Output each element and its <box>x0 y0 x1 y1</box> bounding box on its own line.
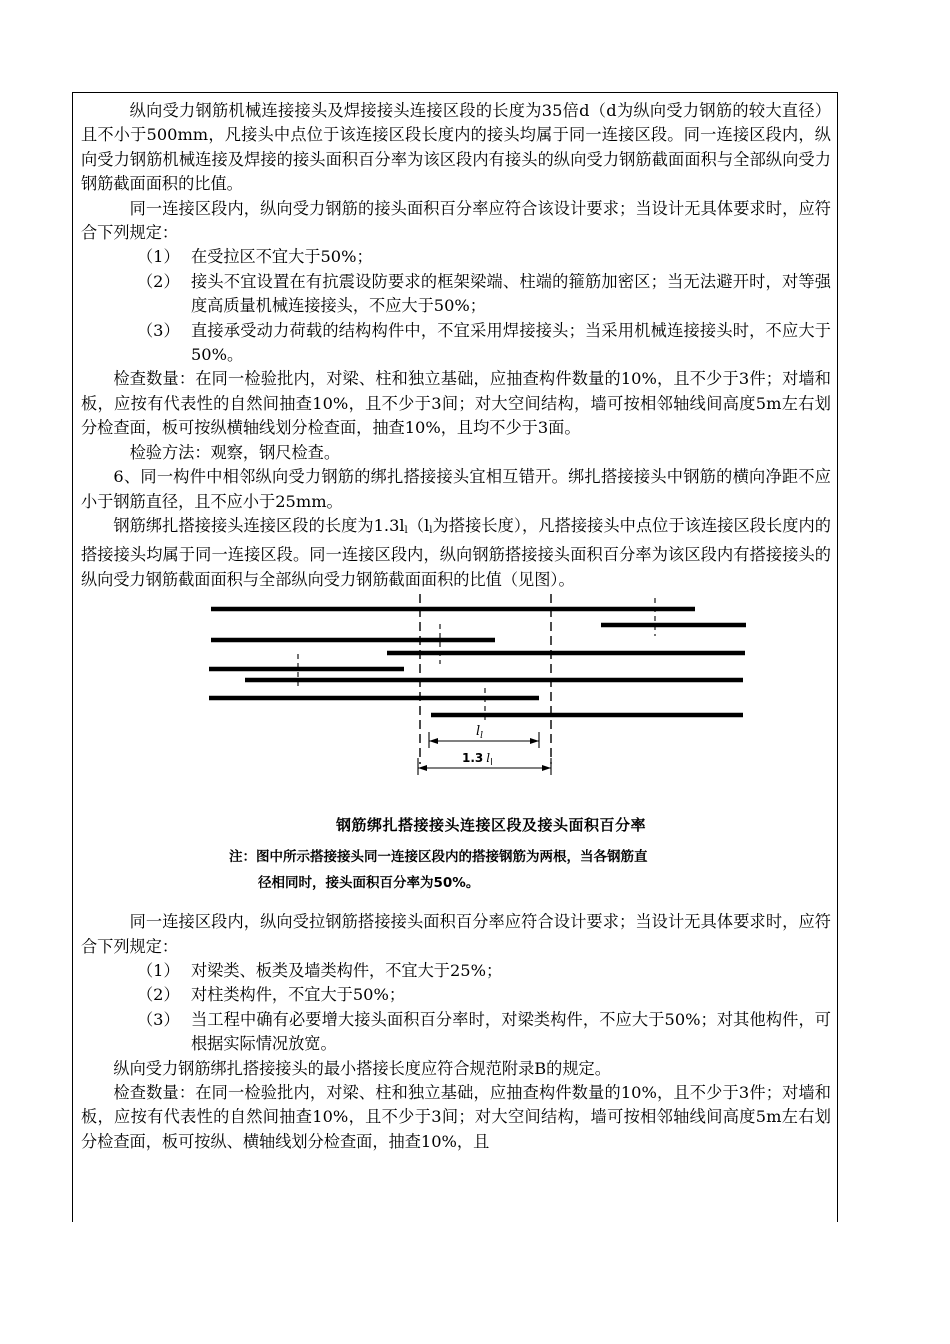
document-body <box>73 93 837 1154</box>
list-item: （3） 直接承受动力荷载的结构构件中，不宜采用焊接接头；当采用机械连接接头时，不应大于50%。 <box>137 320 831 365</box>
paragraph-inspection-quantity-2: 检查数量：在同一检验批内，对梁、柱和独立基础，应抽查构件数量的10%，且不少于3件；对墙和板，应按有代表性的自然间抽查10%，且不少于3间；对大空间结构，墙可按相邻轴线间高度5m左右划分检查面，板可按纵、横轴线划分检查面，抽查10%，且 <box>81 1082 831 1151</box>
list-item: （1） 在受拉区不宜大于50%； <box>137 247 373 267</box>
figure-note: 注：图中所示搭接接头同一连接区段内的搭接钢筋为两根，当各钢筋直 <box>229 849 648 866</box>
figure-note: 径相同时，接头面积百分率为50%。 <box>258 875 480 892</box>
paragraph-lap-zone: 钢筋绑扎搭接接头连接区段的长度为$1.3l_l(l_l$为搭接长度），凡搭接接头中点位于该连接区段长度内的搭接接头均属于同一连接区段。同一连接区段内，纵向钢筋搭接接头面积百分率为该区段内有搭接接头的纵向受力钢筋截面面积与全部纵向受力钢筋截面面积的比值（见图）。 <box>81 515 831 589</box>
list-joint-rules <box>81 245 831 367</box>
lap-splice-diagram <box>81 594 833 824</box>
paragraph-joint-percentage: 同一连接区段内，纵向受力钢筋的接头面积百分率应符合该设计要求；当设计无具体要求时，应符合下列规定： <box>81 198 831 243</box>
paragraph-mechanical-joint: 纵向受力钢筋机械连接接头及焊接接头连接区段的长度为35倍d（d为纵向受力钢筋的较大直径）且不小于500mm，凡接头中点位于该连接区段长度内的接头均属于同一连接区段。同一连接区段内，纵向受力钢筋机械连接及焊接的接头面积百分率为该区段内有接头的纵向受力钢筋截面面积与全部纵向受力钢筋截面面积的比值。 <box>81 101 831 194</box>
list-item: （2） 对柱类构件，不宜大于50%； <box>137 985 406 1005</box>
paragraph-inspection-quantity: 检查数量：在同一检验批内，对梁、柱和独立基础，应抽查构件数量的10%，且不少于3件；对墙和板，应按有代表性的自然间抽查10%，且不少于3间；对大空间结构，墙可按相邻轴线间高度5m左右划分检查面，板可按纵横轴线划分检查面，抽查10%，且均不少于3面。 <box>81 369 831 438</box>
figure-title: 钢筋绑扎搭接接头连接区段及接头面积百分率 <box>336 816 647 835</box>
list-item: （3） 当工程中确有必要增大接头面积百分率时，对梁类构件，不应大于50%；对其他构件，可根据实际情况放宽。 <box>137 1009 831 1054</box>
paragraph-min-lap-length: 纵向受力钢筋绑扎搭接接头的最小搭接长度应符合规范附录B的规定。 <box>113 1058 611 1078</box>
dimension-label-ll: $l_l$ <box>476 724 484 742</box>
dimension-label-13ll: 1.3 $l_l$ <box>462 751 493 769</box>
lap-splice-figure <box>81 594 831 906</box>
list-lap-rules <box>81 959 831 1057</box>
paragraph-lap-splice: 6、同一构件中相邻纵向受力钢筋的绑扎搭接接头宜相互错开。绑扎搭接接头中钢筋的横向净距不应小于钢筋直径，且不应小于25mm。 <box>81 467 831 511</box>
document-frame <box>72 92 838 1222</box>
paragraph-inspection-method: 检验方法：观察，钢尺检查。 <box>129 442 341 462</box>
list-item: （1） 对梁类、板类及墙类构件，不宜大于25%； <box>137 960 503 980</box>
paragraph-tension-lap: 同一连接区段内，纵向受拉钢筋搭接接头面积百分率应符合设计要求；当设计无具体要求时，应符合下列规定： <box>81 912 831 956</box>
list-item: （2） 接头不宜设置在有抗震设防要求的框架梁端、柱端的箍筋加密区；当无法避开时，对等强度高质量机械连接接头，不应大于50%； <box>137 271 831 316</box>
